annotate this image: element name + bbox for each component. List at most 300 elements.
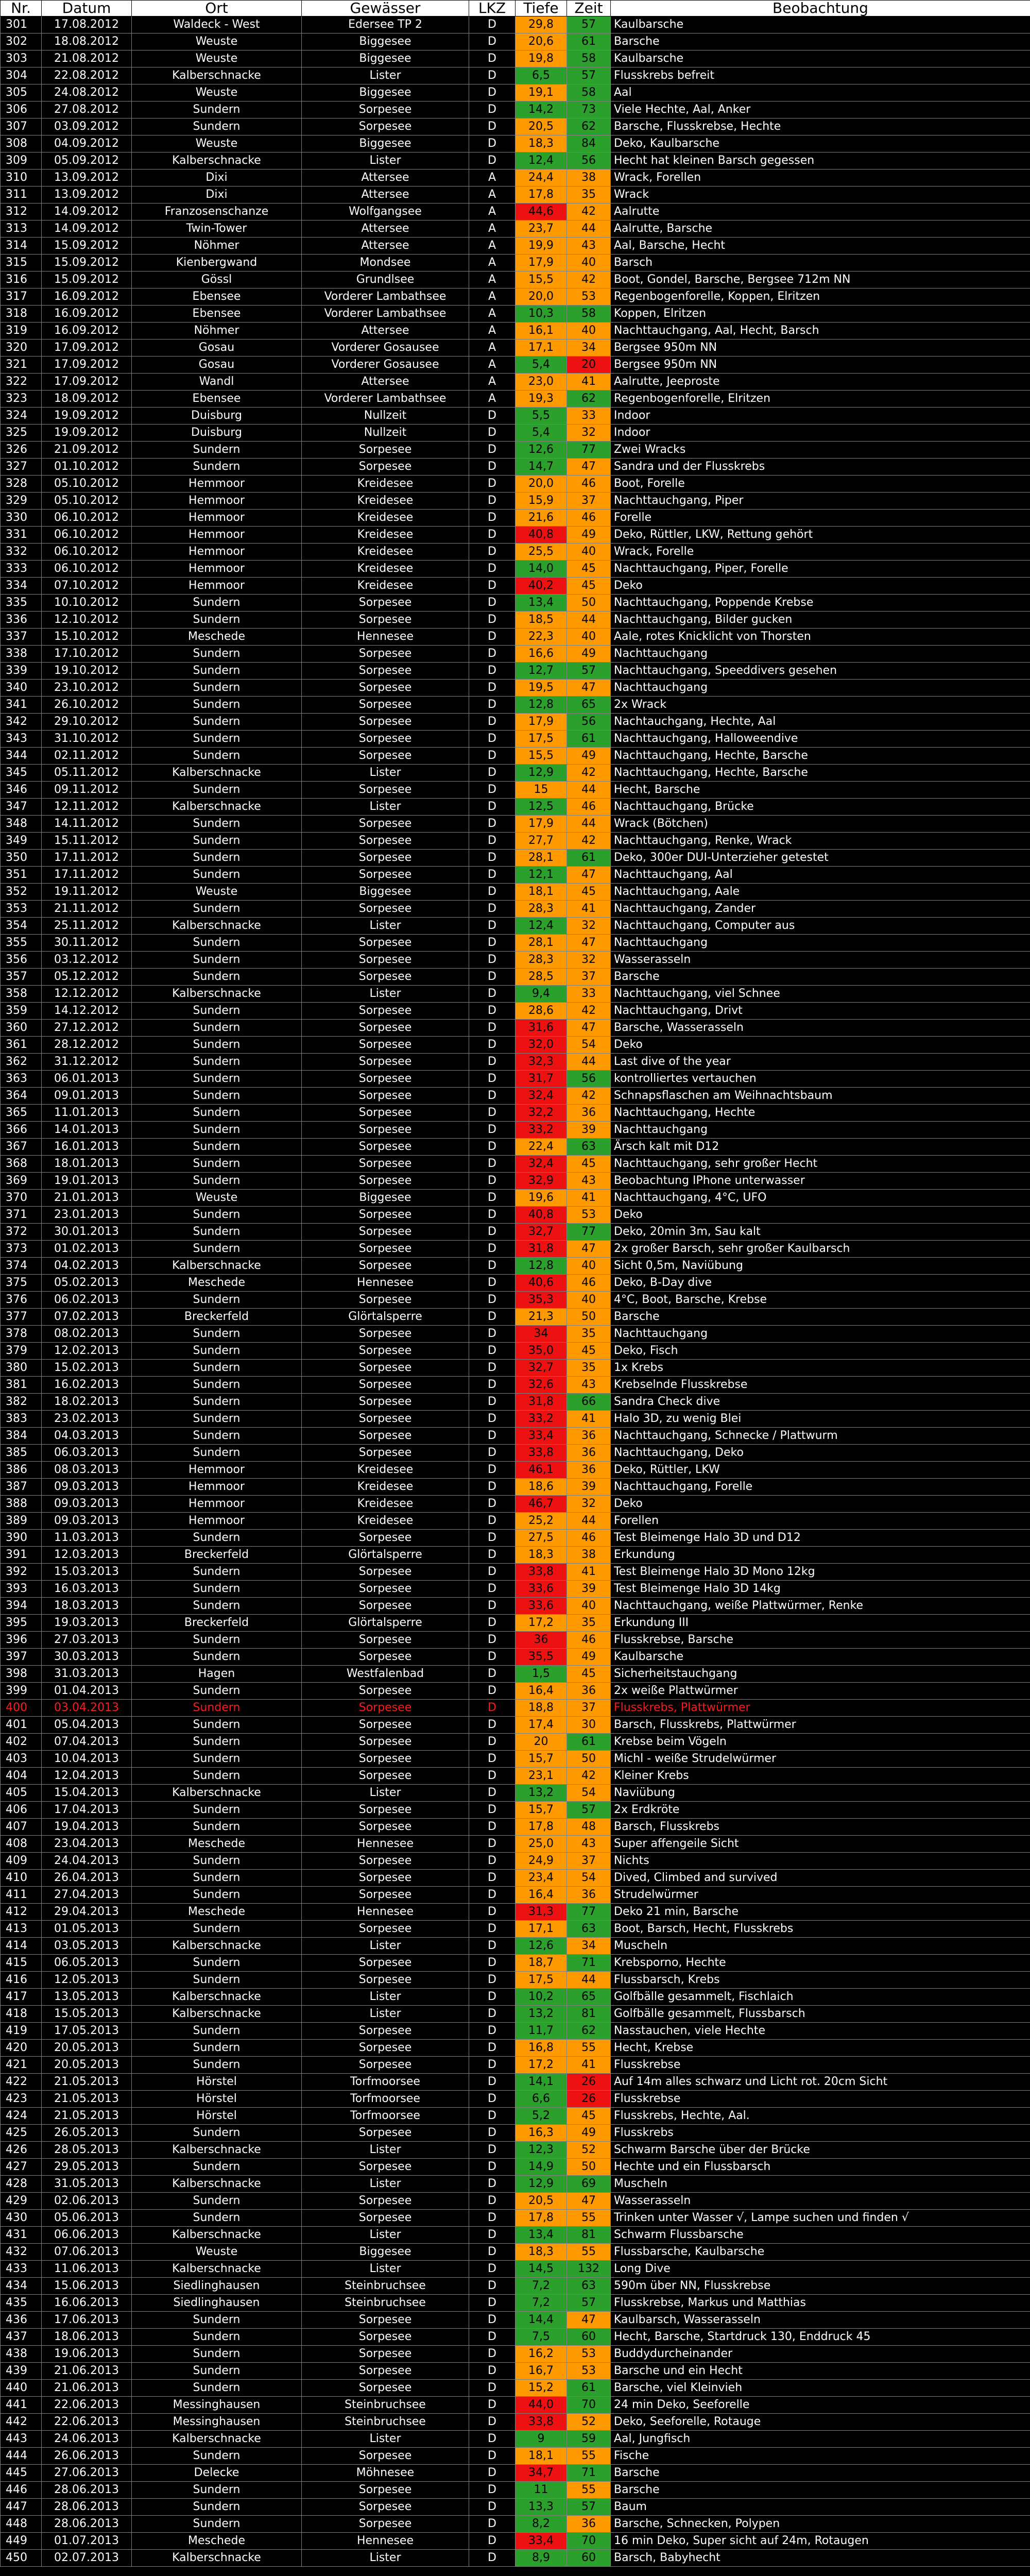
cell-zeit: 54: [567, 1870, 611, 1887]
cell-gewaesser: Sorpesee: [302, 1751, 469, 1768]
cell-tiefe: 9,4: [516, 986, 567, 1003]
cell-datum: 27.03.2013: [42, 1632, 132, 1649]
cell-ort: Sundern: [132, 731, 302, 748]
cell-lkz: D: [469, 1683, 516, 1700]
cell-beobachtung: Michl - weiße Strudelwürmer: [611, 1751, 1030, 1768]
cell-datum: 21.06.2013: [42, 2363, 132, 2380]
table-row: [1, 2363, 1030, 2380]
cell-tiefe: 12,8: [516, 1258, 567, 1275]
table-row: [1, 1088, 1030, 1105]
table-row: [1, 2465, 1030, 2482]
table-row: [1, 425, 1030, 442]
cell-ort: Kalberschnacke: [132, 2006, 302, 2023]
cell-datum: 01.10.2012: [42, 459, 132, 476]
cell-datum: 09.01.2013: [42, 1088, 132, 1105]
cell-ort: Kalberschnacke: [132, 918, 302, 935]
cell-zeit: 36: [567, 1105, 611, 1122]
cell-lkz: A: [469, 204, 516, 221]
cell-nr: 309: [1, 152, 42, 170]
cell-tiefe: 23,4: [516, 1870, 567, 1887]
cell-beobachtung: Hecht hat kleinen Barsch gegessen: [611, 152, 1030, 170]
cell-datum: 05.06.2013: [42, 2210, 132, 2227]
cell-nr: 325: [1, 425, 42, 442]
cell-nr: 311: [1, 187, 42, 204]
table-row: [1, 1870, 1030, 1887]
cell-nr: 319: [1, 323, 42, 340]
cell-tiefe: 17,8: [516, 2210, 567, 2227]
cell-zeit: 46: [567, 510, 611, 527]
cell-lkz: D: [469, 1020, 516, 1037]
cell-zeit: 52: [567, 2142, 611, 2159]
table-row: [1, 952, 1030, 969]
cell-zeit: 40: [567, 629, 611, 646]
cell-lkz: D: [469, 1496, 516, 1513]
cell-ort: Meschede: [132, 629, 302, 646]
table-row: [1, 459, 1030, 476]
cell-ort: Sundern: [132, 1088, 302, 1105]
cell-gewaesser: Sorpesee: [302, 1683, 469, 1700]
cell-datum: 05.09.2012: [42, 152, 132, 170]
cell-nr: 340: [1, 680, 42, 697]
cell-beobachtung: Nachttauchgang: [611, 646, 1030, 663]
cell-beobachtung: Deko, Fisch: [611, 1343, 1030, 1360]
cell-beobachtung: Strudelwürmer: [611, 1887, 1030, 1904]
cell-nr: 310: [1, 170, 42, 187]
cell-gewaesser: Biggesee: [302, 1190, 469, 1207]
cell-zeit: 43: [567, 1377, 611, 1394]
cell-ort: Sundern: [132, 1649, 302, 1666]
cell-ort: Weuste: [132, 2244, 302, 2261]
cell-ort: Sundern: [132, 1581, 302, 1598]
cell-datum: 28.06.2013: [42, 2482, 132, 2499]
cell-beobachtung: Barsche, Schnecken, Polypen: [611, 2516, 1030, 2533]
cell-nr: 435: [1, 2295, 42, 2312]
cell-beobachtung: Nachttauchgang, Piper: [611, 493, 1030, 510]
cell-zeit: 40: [567, 544, 611, 561]
table-row: [1, 152, 1030, 170]
cell-beobachtung: Nachttauchgang, Hechte, Barsche: [611, 765, 1030, 782]
cell-nr: 450: [1, 2550, 42, 2567]
cell-lkz: D: [469, 84, 516, 101]
cell-zeit: 42: [567, 1003, 611, 1020]
cell-ort: Dixi: [132, 187, 302, 204]
cell-tiefe: 32,9: [516, 1173, 567, 1190]
cell-tiefe: 28,3: [516, 901, 567, 918]
table-row: [1, 799, 1030, 816]
cell-datum: 09.03.2013: [42, 1513, 132, 1530]
cell-nr: 442: [1, 2414, 42, 2431]
cell-zeit: 77: [567, 442, 611, 459]
cell-ort: Weuste: [132, 1190, 302, 1207]
cell-beobachtung: Nachttauchgang, Computer aus: [611, 918, 1030, 935]
cell-nr: 338: [1, 646, 42, 663]
cell-nr: 399: [1, 1683, 42, 1700]
cell-ort: Breckerfeld: [132, 1547, 302, 1564]
cell-datum: 22.06.2013: [42, 2397, 132, 2414]
cell-lkz: D: [469, 714, 516, 731]
cell-datum: 21.05.2013: [42, 2074, 132, 2091]
cell-tiefe: 10,3: [516, 306, 567, 323]
cell-ort: Sundern: [132, 952, 302, 969]
cell-lkz: D: [469, 1326, 516, 1343]
cell-lkz: A: [469, 323, 516, 340]
cell-datum: 05.11.2012: [42, 765, 132, 782]
cell-datum: 21.01.2013: [42, 1190, 132, 1207]
cell-ort: Sundern: [132, 1734, 302, 1751]
cell-nr: 329: [1, 493, 42, 510]
cell-gewaesser: Steinbruchsee: [302, 2278, 469, 2295]
cell-zeit: 55: [567, 2482, 611, 2499]
cell-datum: 15.06.2013: [42, 2278, 132, 2295]
cell-zeit: 53: [567, 1207, 611, 1224]
cell-tiefe: 32,7: [516, 1224, 567, 1241]
cell-lkz: A: [469, 272, 516, 289]
cell-beobachtung: Forellen: [611, 1513, 1030, 1530]
cell-tiefe: 5,5: [516, 408, 567, 425]
cell-nr: 318: [1, 306, 42, 323]
cell-ort: Sundern: [132, 1071, 302, 1088]
cell-lkz: D: [469, 2312, 516, 2329]
cell-beobachtung: Sandra Check dive: [611, 1394, 1030, 1411]
cell-tiefe: 18,8: [516, 1700, 567, 1717]
cell-lkz: D: [469, 1105, 516, 1122]
cell-gewaesser: Biggesee: [302, 84, 469, 101]
col-header-gewaesser: Gewässer: [302, 1, 469, 16]
cell-ort: Sundern: [132, 867, 302, 884]
cell-datum: 18.09.2012: [42, 391, 132, 408]
cell-lkz: D: [469, 629, 516, 646]
cell-zeit: 47: [567, 680, 611, 697]
cell-datum: 11.03.2013: [42, 1530, 132, 1547]
cell-tiefe: 14,9: [516, 2159, 567, 2176]
table-row: [1, 1598, 1030, 1615]
cell-zeit: 35: [567, 1360, 611, 1377]
cell-nr: 426: [1, 2142, 42, 2159]
cell-zeit: 42: [567, 765, 611, 782]
cell-ort: Sundern: [132, 1224, 302, 1241]
cell-beobachtung: Super affengeile Sicht: [611, 1836, 1030, 1853]
table-row: [1, 2516, 1030, 2533]
cell-ort: Ebensee: [132, 391, 302, 408]
cell-nr: 408: [1, 1836, 42, 1853]
cell-zeit: 77: [567, 1224, 611, 1241]
cell-gewaesser: Sorpesee: [302, 1394, 469, 1411]
table-row: [1, 323, 1030, 340]
cell-lkz: D: [469, 33, 516, 50]
cell-beobachtung: Deko, Kaulbarsche: [611, 135, 1030, 152]
cell-zeit: 49: [567, 2125, 611, 2142]
table-row: [1, 2176, 1030, 2193]
cell-nr: 374: [1, 1258, 42, 1275]
cell-nr: 406: [1, 1802, 42, 1819]
cell-zeit: 45: [567, 1666, 611, 1683]
cell-lkz: D: [469, 16, 516, 33]
cell-ort: Sundern: [132, 680, 302, 697]
cell-lkz: D: [469, 935, 516, 952]
cell-gewaesser: Sorpesee: [302, 1139, 469, 1156]
cell-lkz: D: [469, 1054, 516, 1071]
cell-beobachtung: 4°C, Boot, Barsche, Krebse: [611, 1292, 1030, 1309]
table-row: [1, 1309, 1030, 1326]
cell-ort: Hörstel: [132, 2074, 302, 2091]
cell-ort: Gosau: [132, 340, 302, 357]
cell-gewaesser: Lister: [302, 2006, 469, 2023]
table-row: [1, 1853, 1030, 1870]
cell-zeit: 43: [567, 238, 611, 255]
cell-nr: 392: [1, 1564, 42, 1581]
cell-gewaesser: Kreidesee: [302, 1462, 469, 1479]
cell-tiefe: 46,7: [516, 1496, 567, 1513]
cell-lkz: D: [469, 425, 516, 442]
cell-zeit: 47: [567, 1241, 611, 1258]
cell-nr: 343: [1, 731, 42, 748]
cell-ort: Sundern: [132, 833, 302, 850]
cell-nr: 372: [1, 1224, 42, 1241]
cell-ort: Sundern: [132, 2329, 302, 2346]
cell-datum: 08.02.2013: [42, 1326, 132, 1343]
table-row: [1, 101, 1030, 118]
cell-tiefe: 15,7: [516, 1802, 567, 1819]
col-header-zeit: Zeit: [567, 1, 611, 16]
cell-nr: 367: [1, 1139, 42, 1156]
col-header-datum: Datum: [42, 1, 132, 16]
cell-beobachtung: Aale, rotes Knicklicht von Thorsten: [611, 629, 1030, 646]
table-row: [1, 1955, 1030, 1972]
cell-nr: 401: [1, 1717, 42, 1734]
cell-datum: 16.02.2013: [42, 1377, 132, 1394]
cell-zeit: 55: [567, 2210, 611, 2227]
cell-gewaesser: Sorpesee: [302, 2057, 469, 2074]
cell-gewaesser: Sorpesee: [302, 1564, 469, 1581]
cell-nr: 302: [1, 33, 42, 50]
cell-datum: 17.05.2013: [42, 2023, 132, 2040]
cell-nr: 427: [1, 2159, 42, 2176]
cell-tiefe: 18,1: [516, 2448, 567, 2465]
table-row: [1, 935, 1030, 952]
cell-nr: 403: [1, 1751, 42, 1768]
cell-beobachtung: Nachttauchgang, Speeddivers gesehen: [611, 663, 1030, 680]
cell-datum: 05.10.2012: [42, 476, 132, 493]
cell-nr: 352: [1, 884, 42, 901]
table-row: [1, 2244, 1030, 2261]
cell-lkz: D: [469, 2465, 516, 2482]
cell-gewaesser: Sorpesee: [302, 680, 469, 697]
cell-zeit: 61: [567, 850, 611, 867]
cell-zeit: 40: [567, 1258, 611, 1275]
cell-gewaesser: Lister: [302, 67, 469, 84]
cell-beobachtung: Kaulbarsch, Wasserasseln: [611, 2312, 1030, 2329]
table-row: [1, 1632, 1030, 1649]
cell-tiefe: 17,2: [516, 1615, 567, 1632]
cell-ort: Sundern: [132, 1530, 302, 1547]
cell-ort: Kalberschnacke: [132, 2227, 302, 2244]
cell-ort: Sundern: [132, 1700, 302, 1717]
cell-tiefe: 19,5: [516, 680, 567, 697]
cell-beobachtung: Barsch: [611, 255, 1030, 272]
cell-gewaesser: Torfmoorsee: [302, 2091, 469, 2108]
cell-gewaesser: Lister: [302, 799, 469, 816]
cell-lkz: D: [469, 697, 516, 714]
cell-beobachtung: 24 min Deko, Seeforelle: [611, 2397, 1030, 2414]
cell-lkz: A: [469, 238, 516, 255]
cell-ort: Sundern: [132, 748, 302, 765]
cell-beobachtung: Regenbogenforelle, Elritzen: [611, 391, 1030, 408]
cell-gewaesser: Lister: [302, 765, 469, 782]
col-header-ort: Ort: [132, 1, 302, 16]
cell-beobachtung: Baum: [611, 2499, 1030, 2516]
cell-zeit: 50: [567, 1309, 611, 1326]
table-row: [1, 1037, 1030, 1054]
cell-nr: 371: [1, 1207, 42, 1224]
cell-lkz: D: [469, 1530, 516, 1547]
cell-beobachtung: Deko, Seeforelle, Rotauge: [611, 2414, 1030, 2431]
cell-gewaesser: Sorpesee: [302, 1734, 469, 1751]
cell-beobachtung: Aal, Jungfisch: [611, 2431, 1030, 2448]
cell-tiefe: 12,9: [516, 2176, 567, 2193]
cell-nr: 413: [1, 1921, 42, 1938]
cell-tiefe: 21,6: [516, 510, 567, 527]
cell-beobachtung: Muscheln: [611, 2176, 1030, 2193]
cell-gewaesser: Sorpesee: [302, 1802, 469, 1819]
cell-lkz: D: [469, 408, 516, 425]
cell-beobachtung: Nachttauchgang, Aal: [611, 867, 1030, 884]
cell-beobachtung: Nachttauchgang, Piper, Forelle: [611, 561, 1030, 578]
table-row: [1, 1564, 1030, 1581]
cell-ort: Sundern: [132, 782, 302, 799]
cell-nr: 431: [1, 2227, 42, 2244]
cell-zeit: 42: [567, 272, 611, 289]
cell-zeit: 50: [567, 2159, 611, 2176]
cell-datum: 06.01.2013: [42, 1071, 132, 1088]
cell-lkz: D: [469, 1156, 516, 1173]
cell-datum: 19.09.2012: [42, 408, 132, 425]
cell-gewaesser: Sorpesee: [302, 952, 469, 969]
cell-gewaesser: Sorpesee: [302, 1598, 469, 1615]
cell-datum: 19.03.2013: [42, 1615, 132, 1632]
cell-zeit: 65: [567, 697, 611, 714]
table-row: [1, 1190, 1030, 1207]
cell-zeit: 36: [567, 1428, 611, 1445]
table-row: [1, 2295, 1030, 2312]
cell-beobachtung: Flusskrebs, Hechte, Aal.: [611, 2108, 1030, 2125]
cell-beobachtung: Flusskrebse: [611, 2057, 1030, 2074]
cell-datum: 27.12.2012: [42, 1020, 132, 1037]
cell-tiefe: 15,5: [516, 272, 567, 289]
cell-zeit: 65: [567, 1989, 611, 2006]
cell-tiefe: 12,5: [516, 799, 567, 816]
cell-lkz: D: [469, 1768, 516, 1785]
table-row: [1, 408, 1030, 425]
cell-datum: 06.10.2012: [42, 527, 132, 544]
table-row: [1, 340, 1030, 357]
cell-tiefe: 14,1: [516, 2074, 567, 2091]
cell-datum: 31.05.2013: [42, 2176, 132, 2193]
cell-gewaesser: Sorpesee: [302, 1717, 469, 1734]
cell-zeit: 46: [567, 476, 611, 493]
cell-beobachtung: Barsche, Wasserasseln: [611, 1020, 1030, 1037]
cell-datum: 30.11.2012: [42, 935, 132, 952]
cell-lkz: D: [469, 1700, 516, 1717]
cell-datum: 18.03.2013: [42, 1598, 132, 1615]
cell-ort: Sundern: [132, 1156, 302, 1173]
cell-lkz: D: [469, 2210, 516, 2227]
cell-beobachtung: Regenbogenforelle, Koppen, Elritzen: [611, 289, 1030, 306]
table-row: [1, 1615, 1030, 1632]
cell-beobachtung: Krebse beim Vögeln: [611, 1734, 1030, 1751]
cell-beobachtung: Nasstauchen, viele Hechte: [611, 2023, 1030, 2040]
cell-zeit: 56: [567, 1071, 611, 1088]
cell-ort: Sundern: [132, 595, 302, 612]
cell-beobachtung: Beobachtung IPhone unterwasser: [611, 1173, 1030, 1190]
cell-lkz: D: [469, 986, 516, 1003]
cell-lkz: D: [469, 2244, 516, 2261]
cell-gewaesser: Steinbruchsee: [302, 2397, 469, 2414]
cell-beobachtung: Wrack (Bötchen): [611, 816, 1030, 833]
table-row: [1, 1785, 1030, 1802]
cell-nr: 342: [1, 714, 42, 731]
cell-nr: 341: [1, 697, 42, 714]
cell-zeit: 32: [567, 425, 611, 442]
cell-datum: 19.09.2012: [42, 425, 132, 442]
cell-zeit: 69: [567, 2176, 611, 2193]
table-row: [1, 1666, 1030, 1683]
cell-nr: 357: [1, 969, 42, 986]
cell-ort: Kalberschnacke: [132, 2142, 302, 2159]
cell-ort: Kienbergwand: [132, 255, 302, 272]
table-row: [1, 1972, 1030, 1989]
cell-zeit: 49: [567, 1649, 611, 1666]
cell-gewaesser: Biggesee: [302, 135, 469, 152]
cell-nr: 364: [1, 1088, 42, 1105]
cell-zeit: 77: [567, 1904, 611, 1921]
table-row: [1, 1020, 1030, 1037]
cell-ort: Meschede: [132, 1275, 302, 1292]
cell-ort: Gössl: [132, 272, 302, 289]
cell-zeit: 60: [567, 2329, 611, 2346]
table-row: [1, 1734, 1030, 1751]
cell-gewaesser: Sorpesee: [302, 1853, 469, 1870]
cell-nr: 315: [1, 255, 42, 272]
cell-gewaesser: Sorpesee: [302, 731, 469, 748]
cell-zeit: 44: [567, 1972, 611, 1989]
cell-zeit: 61: [567, 1734, 611, 1751]
cell-ort: Sundern: [132, 118, 302, 135]
cell-zeit: 47: [567, 2312, 611, 2329]
cell-ort: Nöhmer: [132, 323, 302, 340]
cell-tiefe: 13,4: [516, 595, 567, 612]
cell-gewaesser: Sorpesee: [302, 1224, 469, 1241]
cell-tiefe: 12,4: [516, 918, 567, 935]
cell-zeit: 63: [567, 1139, 611, 1156]
cell-ort: Sundern: [132, 101, 302, 118]
cell-beobachtung: Boot, Forelle: [611, 476, 1030, 493]
cell-lkz: D: [469, 1258, 516, 1275]
cell-datum: 15.10.2012: [42, 629, 132, 646]
cell-beobachtung: Nachttauchgang, weiße Plattwürmer, Renke: [611, 1598, 1030, 1615]
cell-ort: Messinghausen: [132, 2414, 302, 2431]
cell-datum: 16.09.2012: [42, 323, 132, 340]
cell-tiefe: 11,7: [516, 2023, 567, 2040]
cell-gewaesser: Kreidesee: [302, 1479, 469, 1496]
cell-gewaesser: Sorpesee: [302, 1343, 469, 1360]
cell-lkz: D: [469, 2040, 516, 2057]
cell-beobachtung: Flusskrebse, Barsche: [611, 1632, 1030, 1649]
cell-beobachtung: Ärsch kalt mit D12: [611, 1139, 1030, 1156]
cell-lkz: D: [469, 884, 516, 901]
cell-nr: 444: [1, 2448, 42, 2465]
cell-nr: 317: [1, 289, 42, 306]
cell-lkz: D: [469, 1734, 516, 1751]
